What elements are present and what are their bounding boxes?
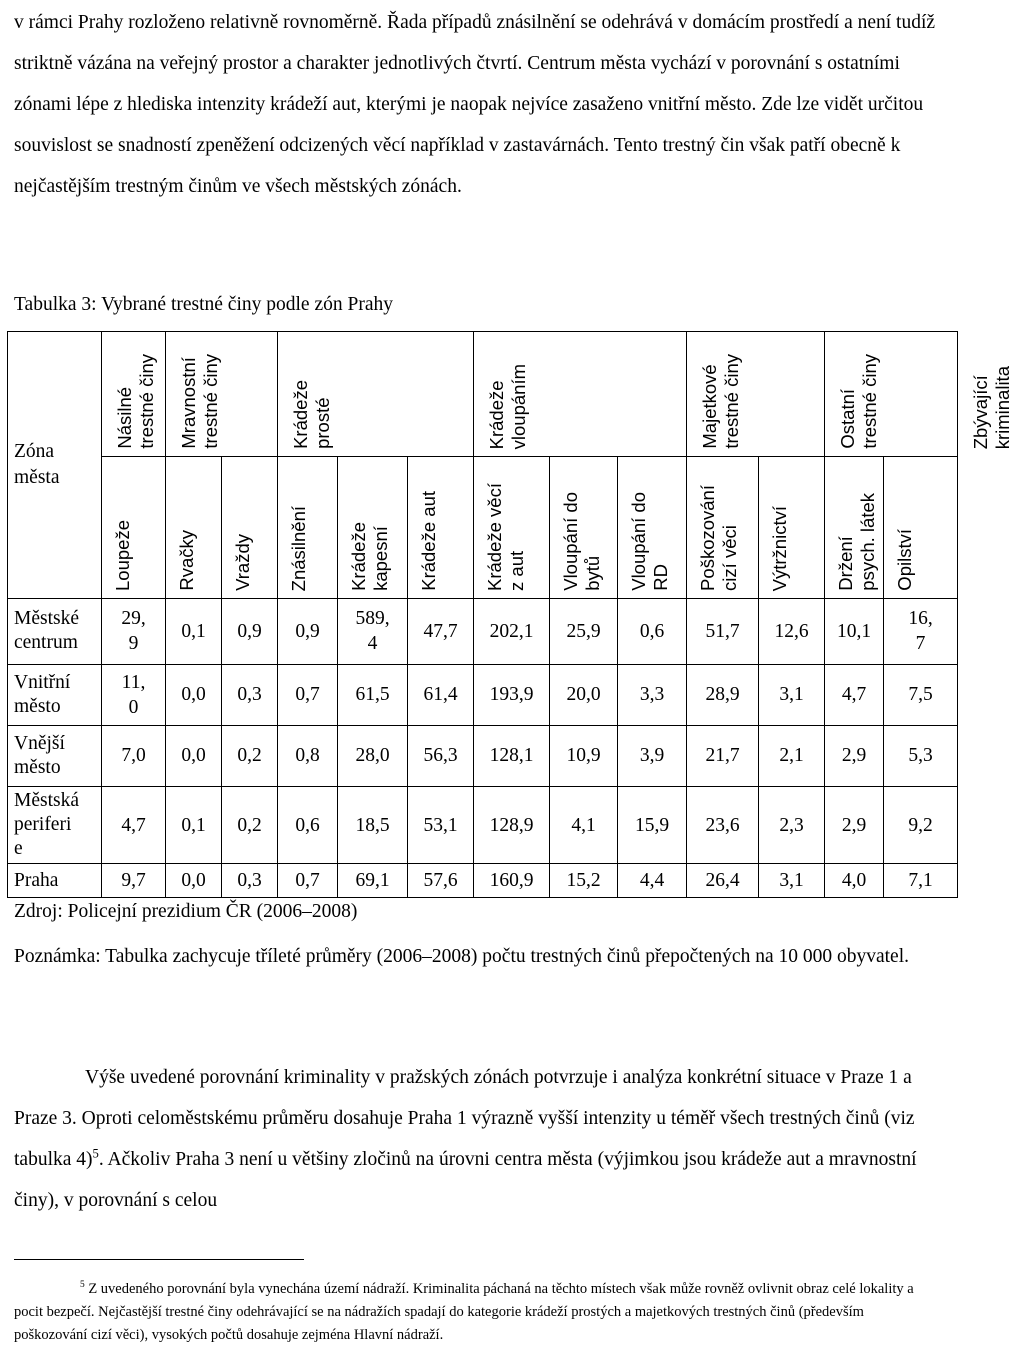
table-cell: 128,1 xyxy=(474,725,550,786)
group-header-text: Krádeže prosté xyxy=(290,380,333,449)
sub-header xyxy=(338,457,408,599)
row-zone-label: Městská periferi e xyxy=(8,787,102,864)
table-cell: 10,9 xyxy=(550,725,618,786)
group-header xyxy=(278,332,474,457)
table-cell: 5,3 xyxy=(884,725,958,786)
sub-header xyxy=(222,457,278,599)
table-cell: 193,9 xyxy=(474,664,550,725)
table-cell: 3,3 xyxy=(618,664,687,725)
footnote-text: Z uvedeného porovnání byla vynechána území nádraží. Kriminalita páchaná na těchto místech však může rovněž ovlivnit obraz celé lokality a pocit bezpečí. Nejčastější trestné činy odehrávající se na nádražích spadají do kategorie krádeží prostých a majetkových trestných činů (především poškozování cizí věci), vysokých počtů dosahuje zejména Hlavní nádraží. xyxy=(14,1281,914,1343)
footnote-number: 5 xyxy=(80,1280,85,1291)
table-row xyxy=(8,725,958,786)
table-cell: 0,7 xyxy=(278,664,338,725)
sub-header-text: Výtržnictví xyxy=(769,505,790,591)
sub-header-text: Rvačky xyxy=(176,530,197,591)
caption-label: Tabulka 3 xyxy=(14,294,92,315)
group-header-text: Ostatní trestné činy xyxy=(837,354,880,449)
paragraph-text-1: Výše uvedené porovnání kriminality v pražských zónách potvrzuje i analýza konkrétní situace v Praze 1 a Praze 3. Oproti celoměstskému průměru dosahuje Praha 1 výrazně vyšší intenzity u téměř všech trestných činů (viz tabulka 4) xyxy=(14,1067,915,1170)
group-header xyxy=(102,332,166,457)
table-cell: 9,2 xyxy=(884,787,958,864)
sub-header-text: Krádeže aut xyxy=(418,491,439,591)
table-cell: 0,9 xyxy=(278,599,338,665)
caption-text: : Vybrané trestné činy podle zón Prahy xyxy=(91,294,393,315)
table-source: Zdroj: Policejní prezidium ČR (2006–2008) xyxy=(14,901,358,922)
sub-header xyxy=(687,457,759,599)
group-header-text: Majetkové trestné činy xyxy=(699,354,742,449)
sub-header-text: Loupeže xyxy=(112,520,133,591)
table-cell: 0,6 xyxy=(278,787,338,864)
table-cell: 160,9 xyxy=(474,864,550,898)
table-cell: 0,0 xyxy=(166,864,222,898)
table-cell: 25,9 xyxy=(550,599,618,665)
group-header-text: Zbývající kriminalita xyxy=(970,365,1013,449)
sub-header-text: Krádeže věcí z aut xyxy=(484,483,527,591)
footnote xyxy=(14,1278,932,1347)
table-cell: 15,2 xyxy=(550,864,618,898)
table-row xyxy=(8,864,958,898)
table-row xyxy=(8,787,958,864)
table-cell: 9,7 xyxy=(102,864,166,898)
intro-paragraph: v rámci Prahy rozloženo relativně rovnoměrně. Řada případů znásilnění se odehrává v domácím prostředí a není tudíž striktně vázána na veřejný prostor a charakter jednotlivých čtvrtí. Centrum města vychází v porovnání s ostatními zónami lépe z hlediska intenzity krádeží aut, kterými je naopak nejvíce zasaženo vnitřní město. Zde lze vidět určitou souvislost se snadností zpeněžení odcizených věcí například v zastavárnách. Tento trestný čin však patří obecně k nejčastějším trestným činům ve všech městských zónách. xyxy=(14,12,936,197)
table-cell: 4,7 xyxy=(825,664,884,725)
group-header xyxy=(687,332,825,457)
table-cell: 28,9 xyxy=(687,664,759,725)
table-cell: 53,1 xyxy=(408,787,474,864)
table-cell: 7,1 xyxy=(884,864,958,898)
table-cell: 4,7 xyxy=(102,787,166,864)
group-header-text: Krádeže vloupáním xyxy=(486,363,529,449)
sub-header-text: Vloupání do RD xyxy=(628,492,671,591)
table-cell: 0,2 xyxy=(222,725,278,786)
group-header-text: Mravnostní trestné činy xyxy=(178,354,221,449)
table-row xyxy=(8,664,958,725)
table-cell: 3,9 xyxy=(618,725,687,786)
table-cell: 61,4 xyxy=(408,664,474,725)
sub-header xyxy=(166,457,222,599)
table-cell: 0,0 xyxy=(166,664,222,725)
table-cell: 51,7 xyxy=(687,599,759,665)
table-cell: 128,9 xyxy=(474,787,550,864)
table-cell: 21,7 xyxy=(687,725,759,786)
sub-header xyxy=(550,457,618,599)
sub-header-text: Znásilnění xyxy=(288,505,309,591)
sub-header xyxy=(102,457,166,599)
table-cell: 56,3 xyxy=(408,725,474,786)
sub-header-text: Krádeže kapesní xyxy=(348,522,391,591)
group-header-text: Násilné trestné činy xyxy=(114,354,157,449)
table-cell: 29, 9 xyxy=(102,599,166,665)
table-cell: 3,1 xyxy=(759,864,825,898)
table-cell: 589, 4 xyxy=(338,599,408,665)
table-cell: 69,1 xyxy=(338,864,408,898)
sub-header xyxy=(278,457,338,599)
table-cell: 28,0 xyxy=(338,725,408,786)
table-note: Poznámka: Tabulka zachycuje tříleté průměry (2006–2008) počtu trestných činů přepočtených na 10 000 obyvatel. xyxy=(14,946,909,967)
table-cell: 3,1 xyxy=(759,664,825,725)
sub-header xyxy=(759,457,825,599)
zone-column-header xyxy=(8,332,102,599)
table-row xyxy=(8,599,958,665)
table-cell: 4,4 xyxy=(618,864,687,898)
sub-header-text: Vraždy xyxy=(232,534,253,591)
table-cell: 2,1 xyxy=(759,725,825,786)
sub-header xyxy=(474,457,550,599)
sub-header xyxy=(618,457,687,599)
crime-table xyxy=(7,331,1013,898)
footnote-reference: 5 xyxy=(92,1146,99,1161)
group-header xyxy=(825,332,958,457)
row-zone-label: Praha xyxy=(8,864,102,898)
table-cell: 0,1 xyxy=(166,599,222,665)
table-cell: 4,1 xyxy=(550,787,618,864)
table-cell: 0,9 xyxy=(222,599,278,665)
row-zone-label: Městské centrum xyxy=(8,599,102,665)
table-cell: 10,1 xyxy=(825,599,884,665)
table-cell: 0,7 xyxy=(278,864,338,898)
table-caption xyxy=(14,290,950,320)
row-zone-label: Vnitřní město xyxy=(8,664,102,725)
table-cell: 7,0 xyxy=(102,725,166,786)
sub-header xyxy=(884,457,958,599)
row-zone-label: Vnější město xyxy=(8,725,102,786)
table-cell: 0,3 xyxy=(222,864,278,898)
sub-header-text: Držení psych. látek xyxy=(835,493,878,591)
sub-header xyxy=(825,457,884,599)
zone-column-header-text: Zóna města xyxy=(14,441,60,488)
table-cell: 202,1 xyxy=(474,599,550,665)
sub-header-text: Opilství xyxy=(894,529,915,591)
table-cell: 47,7 xyxy=(408,599,474,665)
table-cell: 26,4 xyxy=(687,864,759,898)
table-cell: 23,6 xyxy=(687,787,759,864)
table-cell: 0,3 xyxy=(222,664,278,725)
table-cell: 0,1 xyxy=(166,787,222,864)
table-cell: 57,6 xyxy=(408,864,474,898)
table-cell: 4,0 xyxy=(825,864,884,898)
table-cell: 2,3 xyxy=(759,787,825,864)
table-cell: 2,9 xyxy=(825,787,884,864)
table-cell: 15,9 xyxy=(618,787,687,864)
sub-header-text: Poškozování cizí věci xyxy=(697,485,740,591)
table-cell: 18,5 xyxy=(338,787,408,864)
table-cell: 20,0 xyxy=(550,664,618,725)
table-cell: 0,8 xyxy=(278,725,338,786)
table-cell: 2,9 xyxy=(825,725,884,786)
table-cell: 12,6 xyxy=(759,599,825,665)
group-header xyxy=(166,332,278,457)
group-header xyxy=(474,332,687,457)
table-cell: 11, 0 xyxy=(102,664,166,725)
table-cell: 61,5 xyxy=(338,664,408,725)
paragraph-text-2: . Ačkoliv Praha 3 není u většiny zločinů na úrovni centra města (výjimkou jsou krádeže aut a mravnostní činy), v porovnání s celou xyxy=(14,1149,917,1211)
sub-header xyxy=(408,457,474,599)
table-cell: 7,5 xyxy=(884,664,958,725)
table-cell: 0,6 xyxy=(618,599,687,665)
table-cell: 0,0 xyxy=(166,725,222,786)
table-cell: 16, 7 xyxy=(884,599,958,665)
body-paragraph xyxy=(14,1057,950,1221)
footnote-separator xyxy=(14,1259,304,1260)
table-cell: 0,2 xyxy=(222,787,278,864)
sub-header-text: Vloupání do bytů xyxy=(560,492,603,591)
